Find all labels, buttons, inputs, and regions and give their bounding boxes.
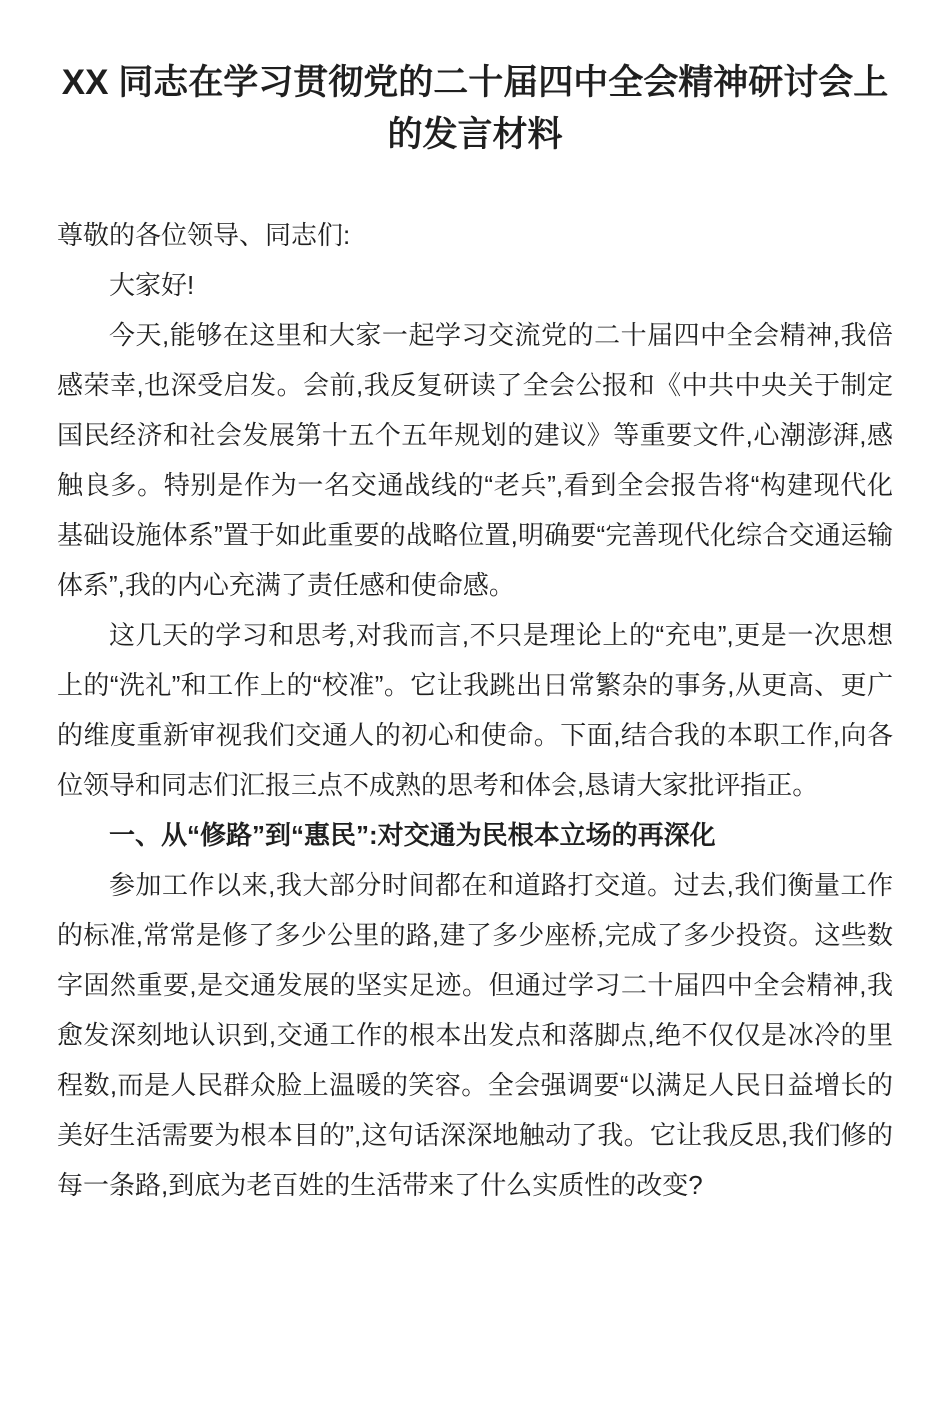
document-page [0,57,950,1210]
paragraph: 今天,能够在这里和大家一起学习交流党的二十届四中全会精神,我倍感荣幸,也深受启发。会前,我反复研读了全会公报和《中共中央关于制定国民经济和社会发展第十五个五年规划的建议》等重要文件,心潮澎湃,感触良多。特别是作为一名交通战线的“老兵”,看到全会报告将“构建现代化基础设施体系”置于如此重要的战略位置,明确要“完善现代化综合交通运输体系”,我的内心充满了责任感和使命感。 [57,320,893,600]
document-body [57,210,893,1210]
paragraph: 参加工作以来,我大部分时间都在和道路打交道。过去,我们衡量工作的标准,常常是修了多少公里的路,建了多少座桥,完成了多少投资。这些数字固然重要,是交通发展的坚实足迹。但通过学习二十届四中全会精神,我愈发深刻地认识到,交通工作的根本出发点和落脚点,绝不仅仅是冰冷的里程数,而是人民群众脸上温暖的笑容。全会强调要“以满足人民日益增长的美好生活需要为根本目的”,这句话深深地触动了我。它让我反思,我们修的每一条路,到底为老百姓的生活带来了什么实质性的改变? [57,870,893,1200]
paragraph: 这几天的学习和思考,对我而言,不只是理论上的“充电”,更是一次思想上的“洗礼”和工作上的“校准”。它让我跳出日常繁杂的事务,从更高、更广的维度重新审视我们交通人的初心和使命。下面,结合我的本职工作,向各位领导和同志们汇报三点不成熟的思考和体会,恳请大家批评指正。 [57,620,893,800]
paragraph: 大家好! [109,270,195,300]
section-heading: 一、从“修路”到“惠民”:对交通为民根本立场的再深化 [109,820,716,850]
paragraph: 尊敬的各位领导、同志们: [57,220,351,250]
document-title: XX 同志在学习贯彻党的二十届四中全会精神研讨会上的发言材料 [61,63,889,154]
